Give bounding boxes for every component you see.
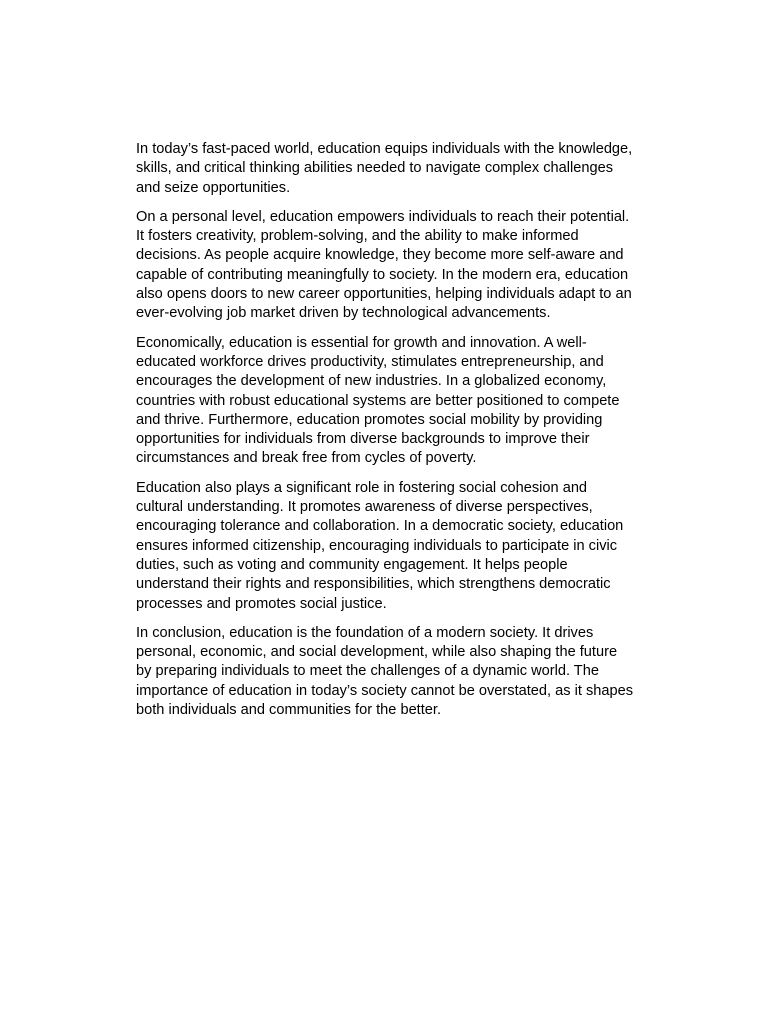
paragraph-intro: In today’s fast-paced world, education equips individuals with the knowledge, skills, and critical thinking abilities needed to navigate complex challenges and seize opportunities. [136, 141, 633, 196]
paragraph-conclusion: In conclusion, education is the foundation of a modern society. It drives personal, economic, and social development, while also shaping the future by preparing individuals to meet the challenges of a dynamic world. The importance of education in today’s society cannot be overstated, as it shapes both individuals and communities for the better. [136, 624, 634, 719]
paragraph-personal: On a personal level, education empowers individuals to reach their potential. It fosters creativity, problem-solving, and the ability to make informed decisions. As people acquire knowledge, they become more self-aware and capable of contributing meaningfully to society. In the modern era, education also opens doors to new career opportunities, helping individuals adapt to an ever-evolving job market driven by technological advancements. [136, 208, 632, 322]
paragraph-social: Education also plays a significant role in fostering social cohesion and cultural understanding. It promotes awareness of diverse perspectives, encouraging tolerance and collaboration. In a democratic society, education ensures informed citizenship, encouraging individuals to participate in civic duties, such as voting and community engagement. It helps people understand their rights and responsibilities, which strengthens democratic processes and promotes social justice. [136, 479, 624, 612]
document-body [136, 140, 636, 730]
paragraph-economic: Economically, education is essential for growth and innovation. A well-educated workforce drives productivity, stimulates entrepreneurship, and encourages the development of new industries. In a globalized economy, countries with robust educational systems are better positioned to compete and thrive. Furthermore, education promotes social mobility by providing opportunities for individuals from diverse backgrounds to improve their circumstances and break free from cycles of poverty. [136, 334, 620, 467]
